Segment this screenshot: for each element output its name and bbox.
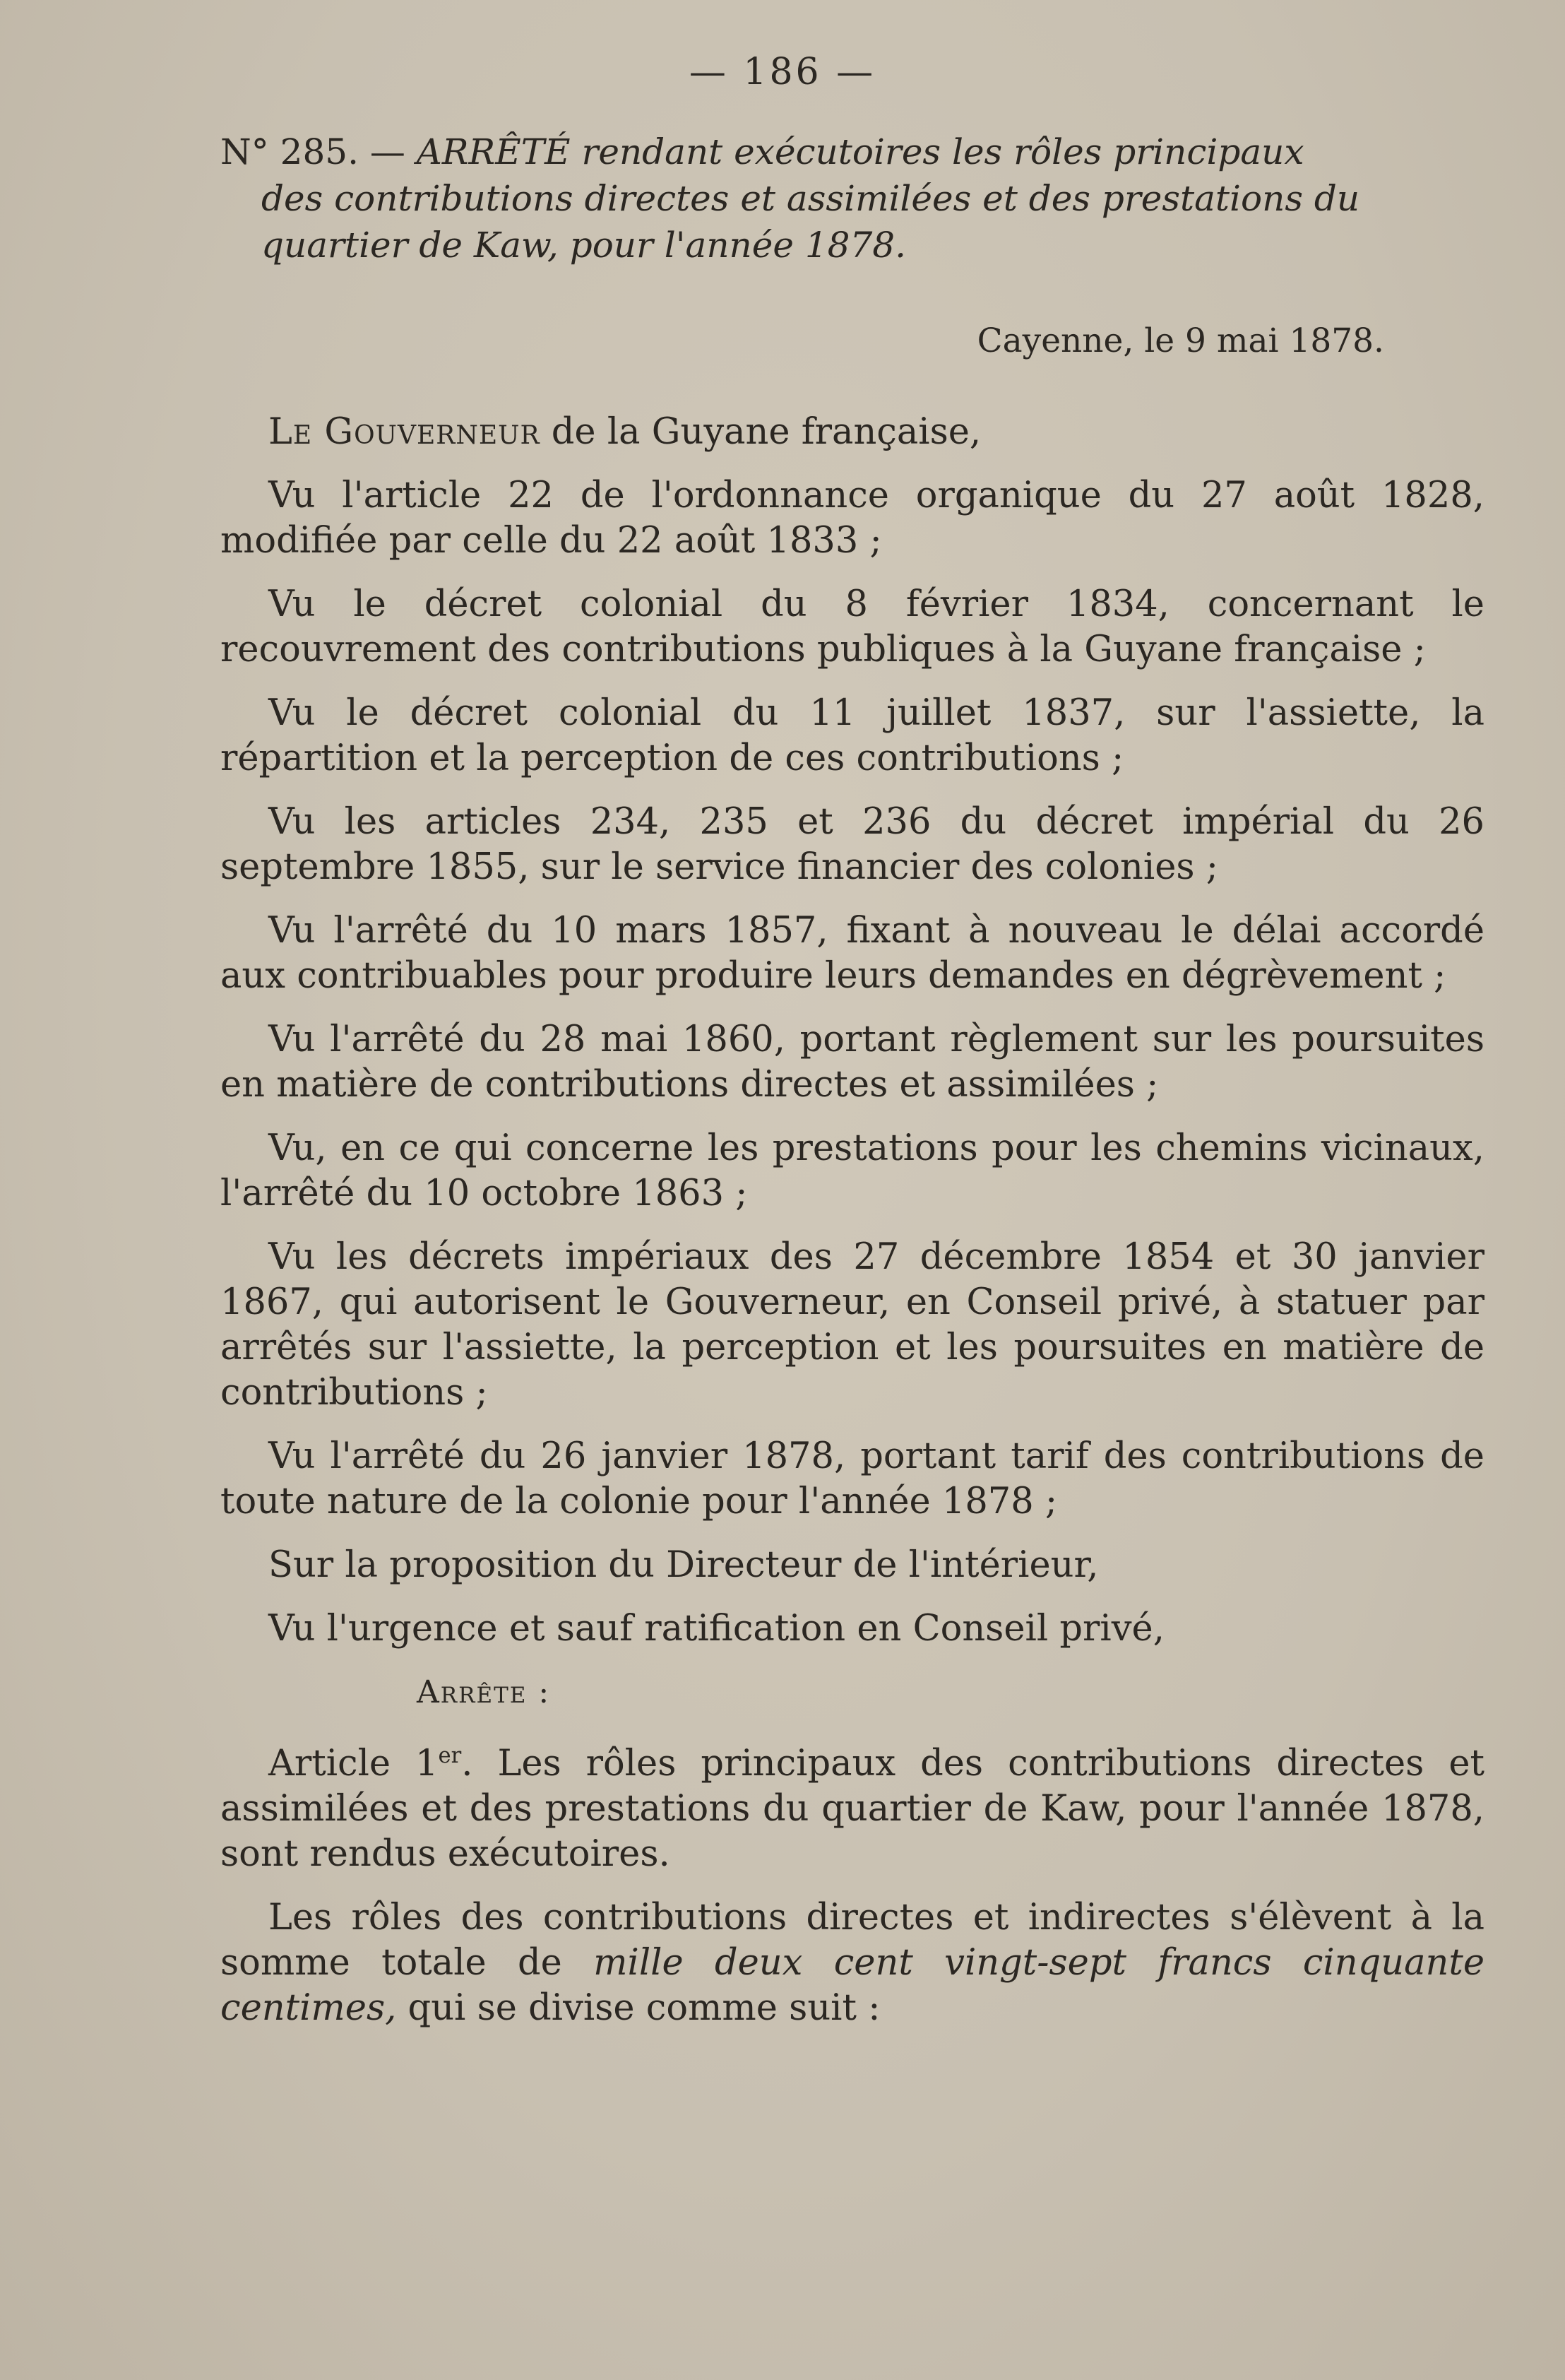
final-start: Les rôles des contributions directes et indirectes s'élèvent à la somme totale de: [220, 1897, 1484, 1984]
title-line-3: quartier de Kaw, pour l'année 1878.: [261, 225, 906, 266]
consideration-1: Vu l'article 22 de l'ordonnance organique du 27 août 1828, modifiée par celle du 22 août 1833 ;: [220, 475, 1484, 562]
title-text-1: rendant exécutoires les rôles principaux: [581, 131, 1304, 172]
consideration-7: Vu, en ce qui concerne les prestations pour les chemins vicinaux, l'arrêté du 10 octobre 1863 ;: [220, 1127, 1484, 1214]
title-line-2: des contributions directes et assimilées et des prestations du: [261, 178, 1360, 219]
consideration-11: Vu l'urgence et sauf ratification en Conseil privé,: [268, 1608, 1165, 1650]
consideration-9: Vu l'arrêté du 26 janvier 1878, portant tarif des contributions de toute nature de la colonie pour l'année 1878 ;: [220, 1435, 1484, 1522]
final-amount: mille deux cent vingt-sept francs cinquante centimes,: [220, 1942, 1484, 2029]
article-1-label: Article 1: [268, 1743, 439, 1784]
decree-label: ARRÊTÉ: [416, 131, 571, 172]
final-paragraph: [220, 1895, 1484, 2031]
consideration-4: Vu les articles 234, 235 et 236 du décret impérial du 26 septembre 1855, sur le service financier des colonies ;: [220, 801, 1484, 888]
consideration-10: Sur la proposition du Directeur de l'intérieur,: [268, 1544, 1099, 1586]
consideration-6: Vu l'arrêté du 28 mai 1860, portant règlement sur les poursuites en matière de contributions directes et assimilées ;: [220, 1019, 1484, 1106]
consideration-2: Vu le décret colonial du 8 février 1834, concernant le recouvrement des contributions publiques à la Guyane française ;: [220, 584, 1484, 670]
consideration-5: Vu l'arrêté du 10 mars 1857, fixant à nouveau le délai accordé aux contribuables pour produire leurs demandes en dégrèvement ;: [220, 910, 1484, 997]
consideration-3: Vu le décret colonial du 11 juillet 1837, sur l'assiette, la répartition et la perception de ces contributions ;: [220, 692, 1484, 779]
governor-title: Le Gouverneur: [268, 411, 540, 453]
opening-rest: de la Guyane française,: [551, 411, 982, 453]
decree-number: N° 285.: [220, 131, 359, 172]
date-line: Cayenne, le 9 mai 1878.: [977, 321, 1384, 360]
arrete-heading: Arrête :: [417, 1674, 551, 1710]
opening-line: [220, 410, 1484, 455]
decree-body: [220, 410, 1484, 2049]
title-dash: —: [369, 131, 405, 172]
page-number: — 186 —: [689, 51, 876, 93]
article-1-sup: er: [438, 1743, 462, 1768]
decree-title: [220, 129, 1484, 268]
final-end: qui se divise comme suit :: [407, 1987, 881, 2029]
article-1: [220, 1734, 1484, 1877]
title-line-1: [220, 129, 1484, 175]
consideration-8: Vu les décrets impériaux des 27 décembre 1854 et 30 janvier 1867, qui autorisent le Gouverneur, en Conseil privé, à statuer par arrêtés sur l'assiette, la perception et les poursuites en matière de contributions ;: [220, 1236, 1484, 1414]
article-1-text: . Les rôles principaux des contributions directes et assimilées et des prestations du quartier de Kaw, pour l'année 1878, sont rendus exécutoires.: [220, 1743, 1485, 1875]
